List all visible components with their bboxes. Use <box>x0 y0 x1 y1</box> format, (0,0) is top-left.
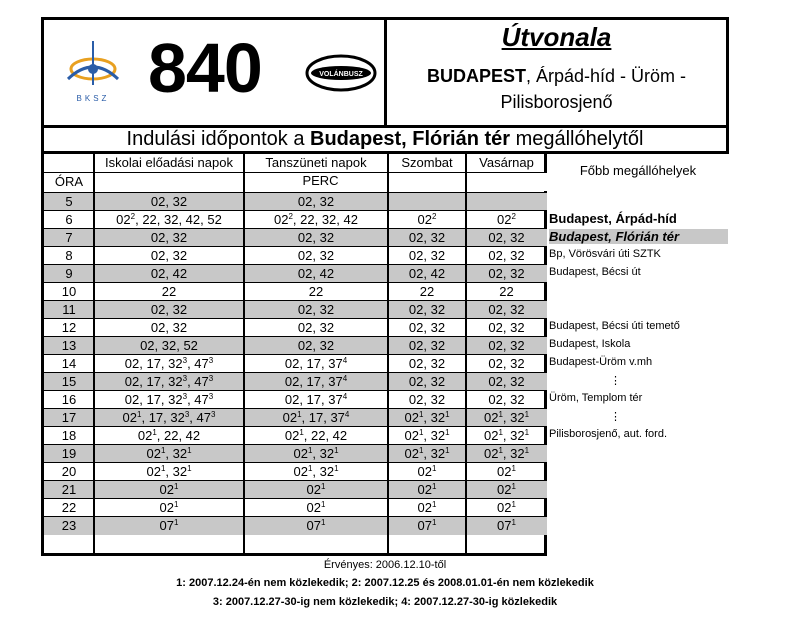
break-cell: $02^1$, $32^1$ <box>293 464 339 479</box>
table-row <box>44 516 547 535</box>
saturday-cell: 02, 32 <box>408 302 446 317</box>
footnote-2: 3: 2007.12.27-30-ig nem közlekedik; 4: 2007.12.27-30-ig közlekedik <box>212 596 558 608</box>
school-cell: 02, 32 <box>150 320 188 335</box>
stop-item: Budapest, Bécsi út <box>549 266 641 278</box>
minute-header: PERC <box>302 173 339 188</box>
table-row <box>44 408 547 427</box>
stop-item: Budapest, Flórián tér <box>549 229 728 244</box>
sunday-cell: 02, 32 <box>488 374 525 389</box>
table-row <box>44 228 547 247</box>
school-cell: 02, 32 <box>150 302 188 317</box>
col-school-header: Iskolai előadási napok <box>105 155 233 170</box>
stops-title: Főbb megállóhelyek <box>579 163 697 178</box>
stop-ellipsis: ⋮ <box>610 375 621 387</box>
school-cell: 02, 17, $32^3$, $47^3$ <box>124 392 214 407</box>
table-row <box>44 336 547 355</box>
saturday-cell: $02^1$ <box>417 500 437 515</box>
column-divider <box>465 154 467 553</box>
saturday-cell <box>388 193 466 211</box>
table-row <box>44 372 547 391</box>
column-divider <box>387 154 389 553</box>
sunday-cell: $02^1$, $32^1$ <box>483 410 530 425</box>
saturday-cell: $02^1$ <box>417 482 437 497</box>
footnote-1: 1: 2007.12.24-én nem közlekedik; 2: 2007.12.25 és 2008.01.01-én nem közlekedik <box>176 577 594 589</box>
school-cell: $02^1$, $32^1$ <box>146 446 192 461</box>
hour-cell: 19 <box>61 446 77 461</box>
hour-cell: 13 <box>61 338 77 353</box>
table-row <box>44 318 547 337</box>
school-cell: $02^1$, 22, 42 <box>137 428 201 443</box>
table-row <box>44 444 547 463</box>
stop-item: Budapest-Üröm v.mh <box>549 356 653 368</box>
sunday-cell: $02^1$ <box>497 500 516 515</box>
break-cell: $02^1$, 17, $37^4$ <box>282 410 350 425</box>
stop-item: Budapest, Bécsi úti temető <box>549 320 680 332</box>
school-cell: 02, 17, $32^3$, $47^3$ <box>124 374 214 389</box>
break-cell: $02^1$, $32^1$ <box>293 446 339 461</box>
school-cell: $07^1$ <box>159 518 179 533</box>
sunday-cell: $02^2$ <box>497 212 516 227</box>
sunday-cell: 02, 32 <box>488 320 525 335</box>
sunday-cell: 02, 32 <box>488 356 525 371</box>
hour-cell: 9 <box>65 266 73 281</box>
saturday-cell: 02, 32 <box>408 374 446 389</box>
timetable <box>41 154 547 556</box>
table-row <box>44 462 547 481</box>
table-row <box>44 498 547 517</box>
column-divider <box>93 154 95 553</box>
saturday-cell: 02, 32 <box>408 338 446 353</box>
hour-cell: 5 <box>65 194 73 209</box>
route-path-line2: Pilisborosjenő <box>500 92 613 112</box>
school-cell: $02^1$, 17, $32^3$, $47^3$ <box>122 410 216 425</box>
table-row <box>44 300 547 319</box>
hour-cell: 8 <box>65 248 73 263</box>
sunday-cell: 02, 32 <box>488 248 525 263</box>
hour-cell: 20 <box>61 464 77 479</box>
break-cell: 02, 32 <box>297 194 335 209</box>
table-row <box>44 264 547 283</box>
break-cell: 02, 17, $37^4$ <box>284 356 348 371</box>
school-cell: $02^1$ <box>159 500 179 515</box>
sunday-cell: $02^1$ <box>497 464 516 479</box>
hour-cell: 7 <box>65 230 73 245</box>
hour-cell: 17 <box>61 410 77 425</box>
saturday-cell: $02^1$, $32^1$ <box>404 410 450 425</box>
svg-text:BKSZ: BKSZ <box>76 94 110 103</box>
route-path-line1: BUDAPEST, Árpád-híd - Üröm - <box>426 66 687 86</box>
sunday-cell <box>466 193 547 211</box>
stop-item: Bp, Vörösvári úti SZTK <box>549 248 661 260</box>
school-cell: 22 <box>161 284 177 299</box>
hour-cell: 21 <box>61 482 77 497</box>
sunday-cell: $02^1$, $32^1$ <box>483 428 530 443</box>
saturday-cell: 22 <box>419 284 435 299</box>
stop-item: Üröm, Templom tér <box>549 392 643 404</box>
col-sunday-header: Vasárnap <box>479 155 534 170</box>
col-saturday-header: Szombat <box>401 155 453 170</box>
sunday-cell: $02^1$ <box>497 482 516 497</box>
saturday-cell: 02, 42 <box>408 266 446 281</box>
table-row <box>44 282 547 301</box>
svg-text:VOLÁNBUSZ: VOLÁNBUSZ <box>319 71 363 78</box>
route-title: Útvonala <box>501 22 612 52</box>
saturday-cell: $07^1$ <box>417 518 437 533</box>
break-cell: $02^1$ <box>306 500 326 515</box>
school-cell: $02^1$, $32^1$ <box>146 464 192 479</box>
school-cell: 02, 32 <box>150 230 188 245</box>
sunday-cell: $02^1$, $32^1$ <box>483 446 530 461</box>
saturday-cell: $02^2$ <box>417 212 437 227</box>
school-cell: $02^2$, 22, 32, 42, 52 <box>116 212 222 227</box>
column-divider <box>243 154 245 553</box>
saturday-cell: 02, 32 <box>408 248 446 263</box>
table-row <box>44 390 547 409</box>
break-cell: $02^1$ <box>306 482 326 497</box>
hour-cell: 11 <box>62 302 76 317</box>
school-cell: 02, 17, $32^3$, $47^3$ <box>124 356 214 371</box>
validity-note: Érvényes: 2006.12.10-től <box>323 559 447 571</box>
saturday-cell: $02^1$ <box>417 464 437 479</box>
saturday-cell: 02, 32 <box>408 230 446 245</box>
stop-item: Budapest, Árpád-híd <box>549 211 677 226</box>
table-row <box>44 210 547 229</box>
sunday-cell: 02, 32 <box>488 302 525 317</box>
table-row <box>44 426 547 445</box>
hour-cell: 10 <box>61 284 77 299</box>
col-break-header: Tanszüneti napok <box>265 155 367 170</box>
route-number: 840 <box>148 29 262 107</box>
sunday-cell: 22 <box>499 284 514 299</box>
school-cell: 02, 32 <box>150 194 188 209</box>
school-cell: 02, 32 <box>150 248 188 263</box>
sunday-cell: $07^1$ <box>497 518 516 533</box>
table-row <box>44 480 547 499</box>
break-cell: $02^1$, 22, 42 <box>284 428 348 443</box>
sunday-cell: 02, 32 <box>488 230 525 245</box>
departure-banner: Indulási időpontok a Budapest, Flórián tér megállóhelytől <box>41 127 729 154</box>
saturday-cell: 02, 32 <box>408 356 446 371</box>
sunday-cell: 02, 32 <box>488 338 525 353</box>
saturday-cell: $02^1$, $32^1$ <box>404 428 450 443</box>
sunday-cell: 02, 32 <box>488 392 525 407</box>
hour-cell: 16 <box>61 392 77 407</box>
break-cell: 02, 32 <box>297 248 335 263</box>
sunday-cell: 02, 32 <box>488 266 525 281</box>
hour-cell: 15 <box>61 374 77 389</box>
break-cell: 02, 42 <box>297 266 335 281</box>
saturday-cell: $02^1$, $32^1$ <box>404 446 450 461</box>
break-cell: $02^2$, 22, 32, 42 <box>274 212 358 227</box>
school-cell: $02^1$ <box>159 482 179 497</box>
school-cell: 02, 32, 52 <box>140 338 198 353</box>
hour-cell: 18 <box>61 428 77 443</box>
break-cell: 02, 32 <box>297 320 335 335</box>
stop-item: Pilisborosjenő, aut. ford. <box>549 428 668 440</box>
hour-cell: 6 <box>65 212 73 227</box>
stop-ellipsis: ⋮ <box>610 411 621 423</box>
saturday-cell: 02, 32 <box>408 392 446 407</box>
bksz-logo <box>58 35 128 107</box>
hour-cell: 23 <box>61 518 77 533</box>
volanbusz-logo <box>304 53 378 93</box>
break-cell: 02, 32 <box>297 230 335 245</box>
hour-cell: 14 <box>61 356 77 371</box>
hour-cell: 12 <box>61 320 77 335</box>
break-cell: 02, 32 <box>297 338 335 353</box>
stop-item: Budapest, Iskola <box>549 338 631 350</box>
hour-header: ÓRA <box>54 174 84 189</box>
saturday-cell: 02, 32 <box>408 320 446 335</box>
hour-cell: 22 <box>61 500 77 515</box>
break-cell: 02, 17, $37^4$ <box>284 392 348 407</box>
break-cell: 02, 32 <box>297 302 335 317</box>
table-row <box>44 192 547 211</box>
break-cell: 02, 17, $37^4$ <box>284 374 348 389</box>
table-row <box>44 246 547 265</box>
school-cell: 02, 42 <box>150 266 188 281</box>
break-cell: $07^1$ <box>306 518 326 533</box>
break-cell: 22 <box>308 284 324 299</box>
table-row <box>44 354 547 373</box>
